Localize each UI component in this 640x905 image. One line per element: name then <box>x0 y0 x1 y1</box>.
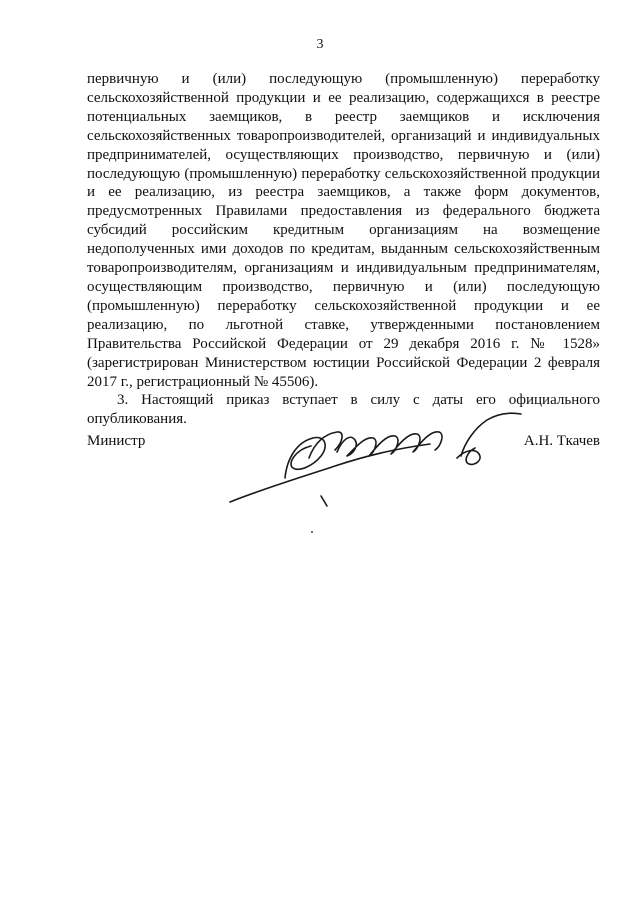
signatory-name: А.Н. Ткачев <box>523 433 600 449</box>
scan-speck <box>311 531 313 533</box>
paragraph-effective-date: 3. Настоящий приказ вступает в силу с даты его официального опубликования. <box>87 392 600 428</box>
page-number: 3 <box>316 37 324 52</box>
document-body <box>87 70 600 429</box>
paragraph-continuation: первичную и (или) последующую (промышленную) переработку сельскохозяйственной продукции и ее реализацию, содержащихся в реестре потенциальных заемщиков, в реестр заемщиков и исключения сельскохозяйственных товаропроизводителей, организаций и индивидуальных предпринимателей, осуществляющих производство, первичную и (или) последующую (промышленную) переработку сельскохозяйственной продукции и ее реализацию, из реестра заемщиков, а также форм документов, предусмотренных Правилами предоставления из федерального бюджета субсидий российским кредитным организациям на возмещение недополученных ими доходов по кредитам, выданным сельскохозяйственным товаропроизводителям, организациям и индивидуальным предпринимателям, осуществляющим производство, первичную и (или) последующую (промышленную) переработку сельскохозяйственной продукции и ее реализацию, по льготной ставке, утвержденными постановлением Правительства Российской Федерации от 29 декабря 2016 г. № 1528» (зарегистрирован Министерством юстиции Российской Федерации 2 февраля 2017 г., регистрационный № 45506). <box>87 71 600 390</box>
handwritten-signature <box>225 398 545 518</box>
signatory-position: Министр <box>87 433 146 449</box>
